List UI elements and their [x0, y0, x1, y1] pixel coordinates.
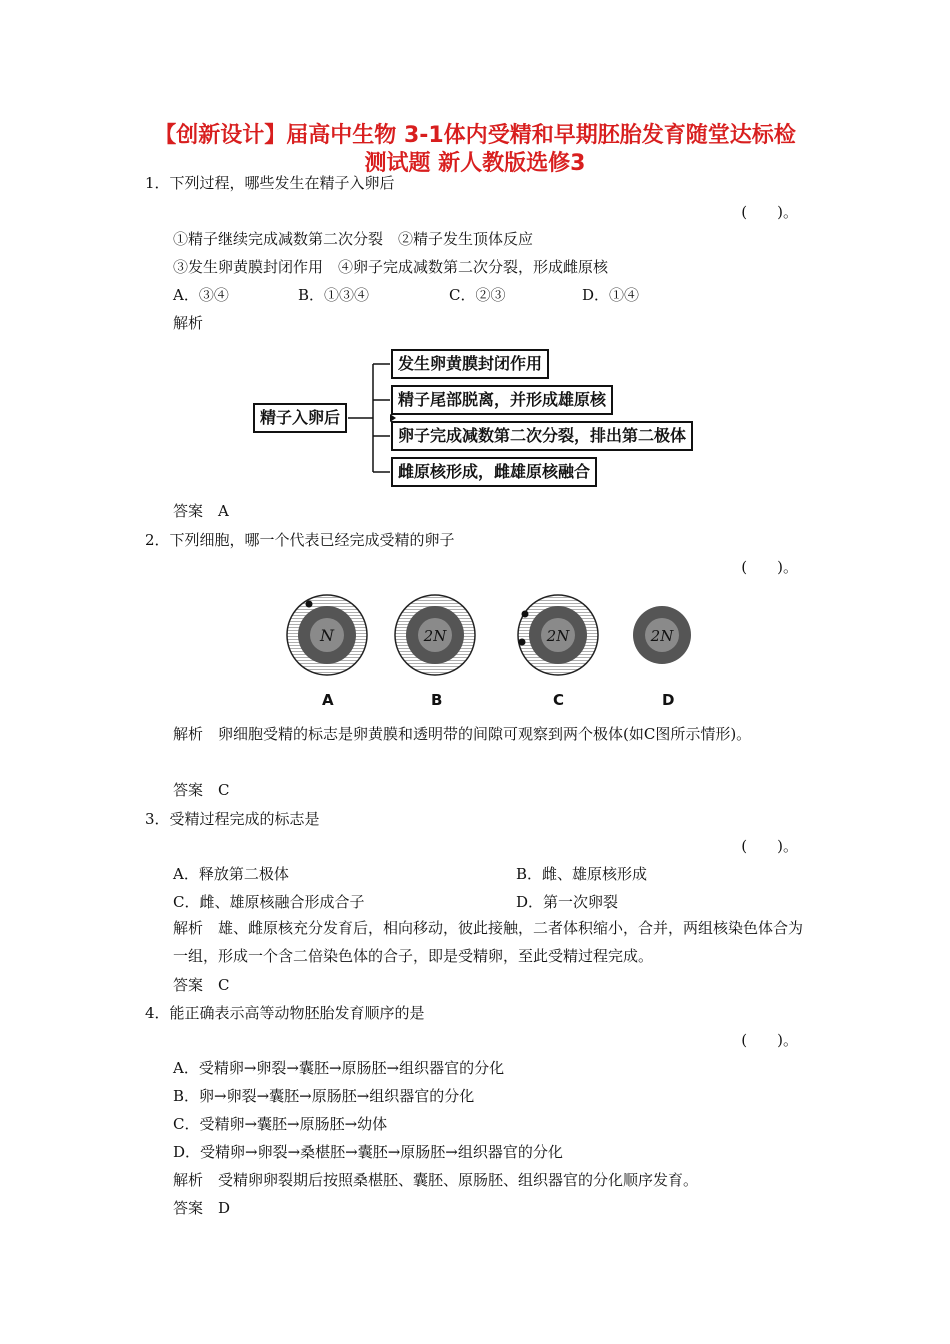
- diagram-root-box: 精子入卵后: [253, 403, 347, 433]
- q2-answer-blank: ( )。: [741, 558, 798, 576]
- cell-b: [395, 595, 475, 675]
- q3-answer-blank: ( )。: [741, 837, 798, 855]
- cell-d: [633, 606, 691, 664]
- cell-b-label: B: [431, 691, 443, 709]
- q1-statement-2: ③发生卵黄膜封闭作用 ④卵子完成减数第二次分裂，形成雌原核: [173, 258, 609, 276]
- q4-option-c: C．受精卵→囊胚→原肠胚→幼体: [173, 1115, 388, 1133]
- q1-answer-blank: ( )。: [741, 203, 798, 221]
- q4-analysis: 解析 受精卵卵裂期后按照桑椹胚、囊胚、原肠胚、组织器官的分化顺序发育。: [173, 1171, 699, 1189]
- q3-option-d: D．第一次卵裂: [516, 893, 619, 911]
- cell-d-nucleus-label: 2N: [650, 627, 674, 645]
- cell-a-label: A: [322, 691, 334, 709]
- q2-cell-figures: [270, 590, 710, 685]
- document-title-line2: 测试题 新人教版选修3: [364, 151, 586, 176]
- polar-body: [519, 639, 526, 646]
- q4-answer-blank: ( )。: [741, 1031, 798, 1049]
- cell-d-label: D: [662, 691, 675, 709]
- q1-option-a: A．③④: [173, 286, 229, 304]
- q3-option-c: C．雌、雄原核融合形成合子: [173, 893, 365, 911]
- diagram-branch-2: 精子尾部脱离，并形成雄原核: [391, 385, 613, 415]
- q1-answer: 答案 A: [173, 502, 229, 520]
- q1-stem: 1．下列过程，哪些发生在精子入卵后: [145, 174, 395, 192]
- q1-option-c: C．②③: [449, 286, 506, 304]
- diagram-branch-3: 卵子完成减数第二次分裂，排出第二极体: [391, 421, 693, 451]
- q1-option-d: D．①④: [582, 286, 640, 304]
- cell-a-nucleus-label: N: [320, 626, 334, 645]
- cell-c-label: C: [553, 691, 565, 709]
- q3-analysis: 解析 雄、雌原核充分发育后，相向移动，彼此接触，二者体积缩小，合并，两组核染色体合为一组，形成一个含二倍染色体的合子，即是受精卵，至此受精过程完成。: [173, 919, 804, 965]
- q1-statement-1: ①精子继续完成减数第二次分裂 ②精子发生顶体反应: [173, 230, 534, 248]
- q2-analysis: 解析 卵细胞受精的标志是卵黄膜和透明带的间隙可观察到两个极体(如C图所示情形)。: [173, 725, 752, 743]
- polar-body: [306, 601, 313, 608]
- q4-stem: 4．能正确表示高等动物胚胎发育顺序的是: [145, 1004, 425, 1022]
- q3-answer: 答案 C: [173, 976, 230, 994]
- q1-option-b: B．①③④: [298, 286, 370, 304]
- cell-a: [287, 595, 367, 675]
- q3-option-a: A．释放第二极体: [173, 865, 289, 883]
- q4-option-a: A．受精卵→卵裂→囊胚→原肠胚→组织器官的分化: [173, 1059, 505, 1077]
- q4-answer: 答案 D: [173, 1199, 231, 1217]
- q1-analysis-label: 解析: [173, 314, 204, 332]
- cell-c: [518, 595, 598, 675]
- q2-stem: 2．下列细胞，哪一个代表已经完成受精的卵子: [145, 531, 455, 549]
- q4-option-b: B．卵→卵裂→囊胚→原肠胚→组织器官的分化: [173, 1087, 475, 1105]
- q3-option-b: B．雌、雄原核形成: [516, 865, 648, 883]
- polar-body: [522, 611, 529, 618]
- diagram-branch-4: 雌原核形成，雌雄原核融合: [391, 457, 597, 487]
- q3-stem: 3．受精过程完成的标志是: [145, 810, 320, 828]
- cell-c-nucleus-label: 2N: [546, 627, 570, 645]
- q2-answer: 答案 C: [173, 781, 230, 799]
- document-title-line1: 【创新设计】届高中生物 3-1体内受精和早期胚胎发育随堂达标检: [154, 123, 796, 148]
- diagram-branch-1: 发生卵黄膜封闭作用: [391, 349, 549, 379]
- cell-b-nucleus-label: 2N: [423, 627, 447, 645]
- q4-option-d: D．受精卵→卵裂→桑椹胚→囊胚→原肠胚→组织器官的分化: [173, 1143, 563, 1161]
